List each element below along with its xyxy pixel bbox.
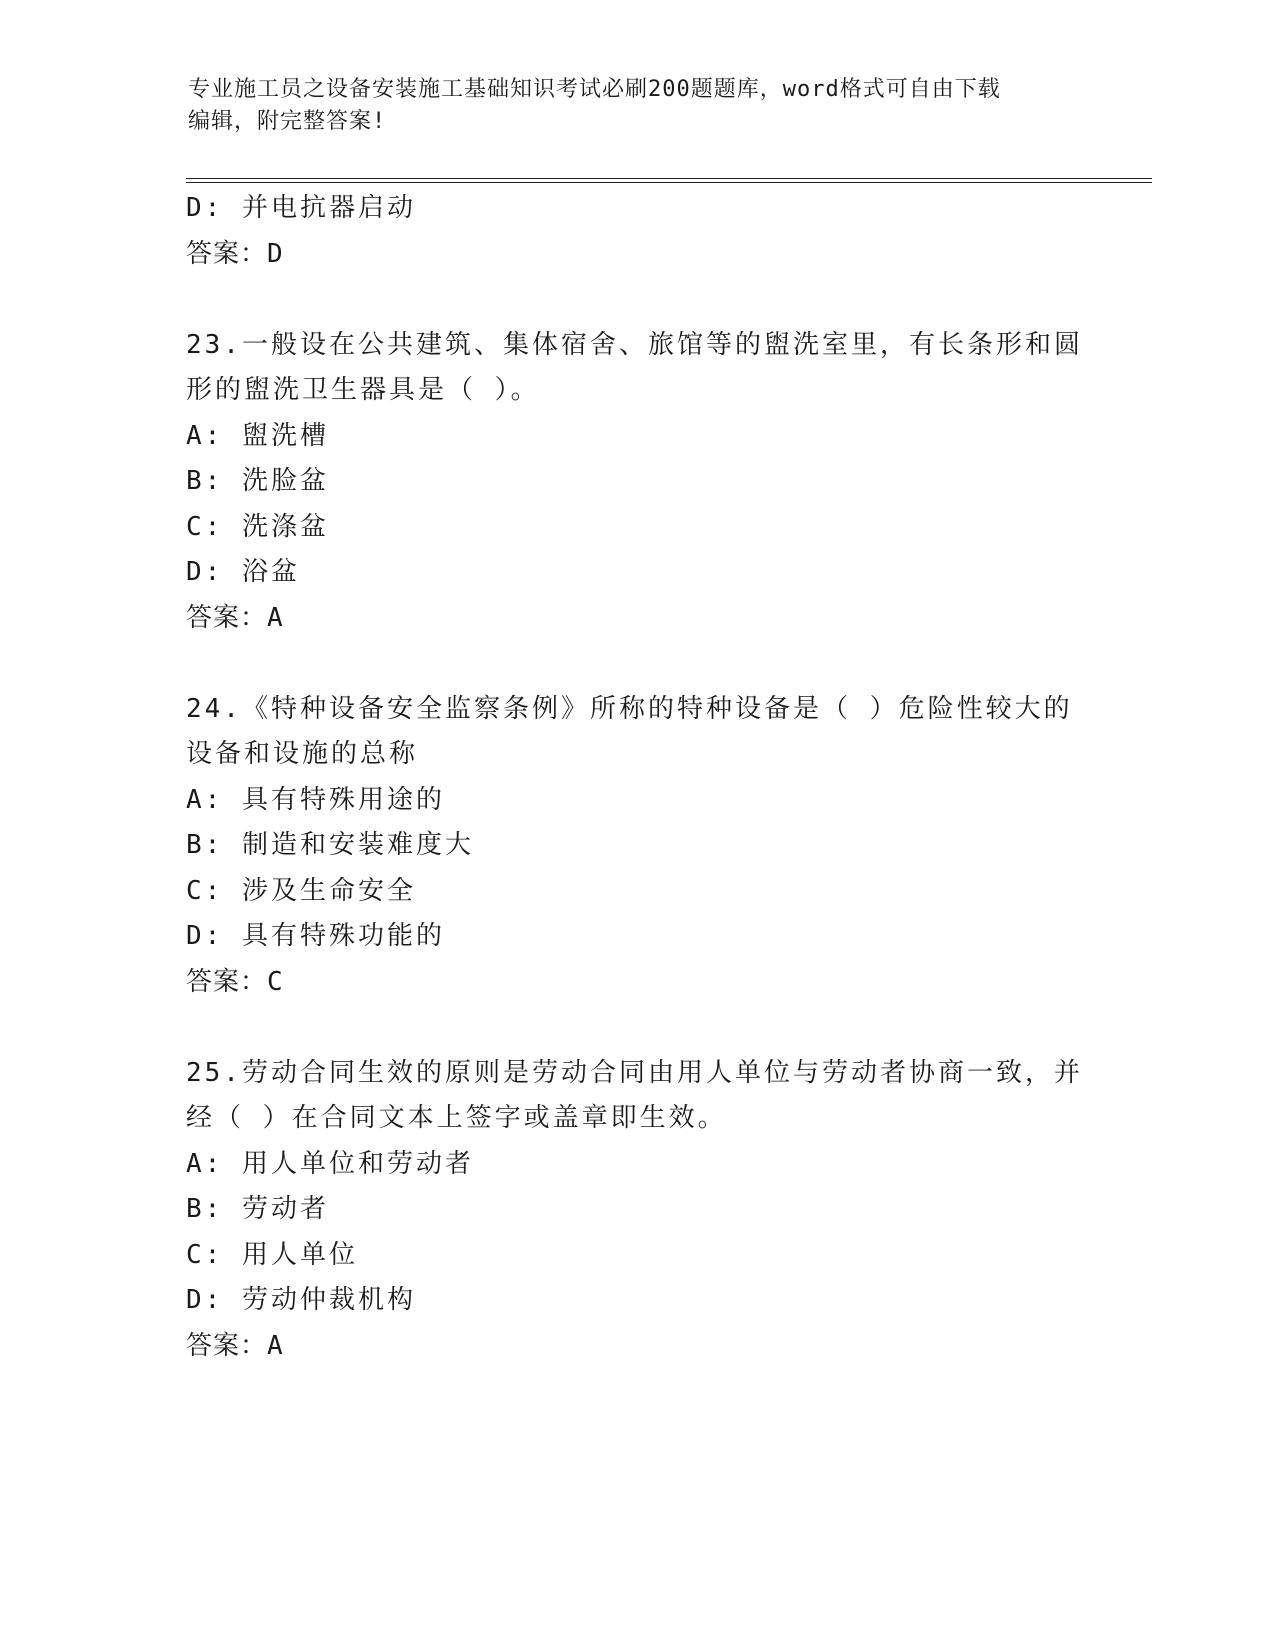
- answer-label: 答案：: [186, 966, 268, 997]
- option-a: A: 用人单位和劳动者: [186, 1148, 474, 1179]
- answer-label: 答案：: [186, 238, 268, 269]
- answer-value: C: [267, 966, 284, 997]
- header-divider-bottom: [186, 182, 1152, 183]
- question-stem-line-1: 23.一般设在公共建筑、集体宿舍、旅馆等的盥洗室里，有长条形和圆: [186, 329, 1083, 360]
- answer-label: 答案：: [186, 602, 268, 633]
- answer: [186, 960, 1086, 1006]
- question-stem-line-2: 形的盥洗卫生器具是（ ）。: [186, 375, 540, 405]
- question-stem-line-2: 设备和设施的总称: [186, 739, 419, 769]
- option-c: C: 涉及生命安全: [186, 875, 416, 906]
- option-b: B: 劳动者: [186, 1194, 329, 1224]
- header-divider-top: [186, 178, 1152, 179]
- prev-option-d: D: 并电抗器启动: [186, 193, 416, 223]
- answer-value: D: [267, 238, 284, 269]
- header-line-1: 专业施工员之设备安装施工基础知识考试必刷200题题库，word格式可自由下载: [188, 77, 1001, 102]
- question-stem-line-1: 24.《特种设备安全监察条例》所称的特种设备是（ ）危险性较大的: [186, 693, 1073, 724]
- option-d: D: 具有特殊功能的: [186, 921, 445, 951]
- option-a: A: 具有特殊用途的: [186, 784, 445, 815]
- question-stem-line-1: 25.劳动合同生效的原则是劳动合同由用人单位与劳动者协商一致，并: [186, 1057, 1083, 1088]
- question-24: [186, 687, 1086, 1006]
- option-c: C: 用人单位: [186, 1239, 358, 1270]
- answer-value: A: [267, 602, 284, 633]
- prev-answer: [186, 232, 1086, 278]
- answer-label: 答案：: [186, 1330, 268, 1361]
- option-b: B: 制造和安装难度大: [186, 830, 474, 860]
- option-c: C: 洗涤盆: [186, 511, 329, 542]
- option-a: A: 盥洗槽: [186, 420, 329, 451]
- document-header: [188, 74, 1088, 138]
- answer: [186, 1324, 1086, 1370]
- header-line-2: 编辑，附完整答案!: [188, 109, 387, 134]
- question-content: [186, 186, 1086, 1369]
- question-25: [186, 1051, 1086, 1370]
- answer-value: A: [267, 1330, 284, 1361]
- option-b: B: 洗脸盆: [186, 466, 329, 496]
- question-23: [186, 323, 1086, 642]
- option-d: D: 劳动仲裁机构: [186, 1285, 416, 1315]
- question-stem-line-2: 经（ ）在合同文本上签字或盖章即生效。: [186, 1103, 727, 1133]
- option-d: D: 浴盆: [186, 557, 300, 587]
- answer: [186, 596, 1086, 642]
